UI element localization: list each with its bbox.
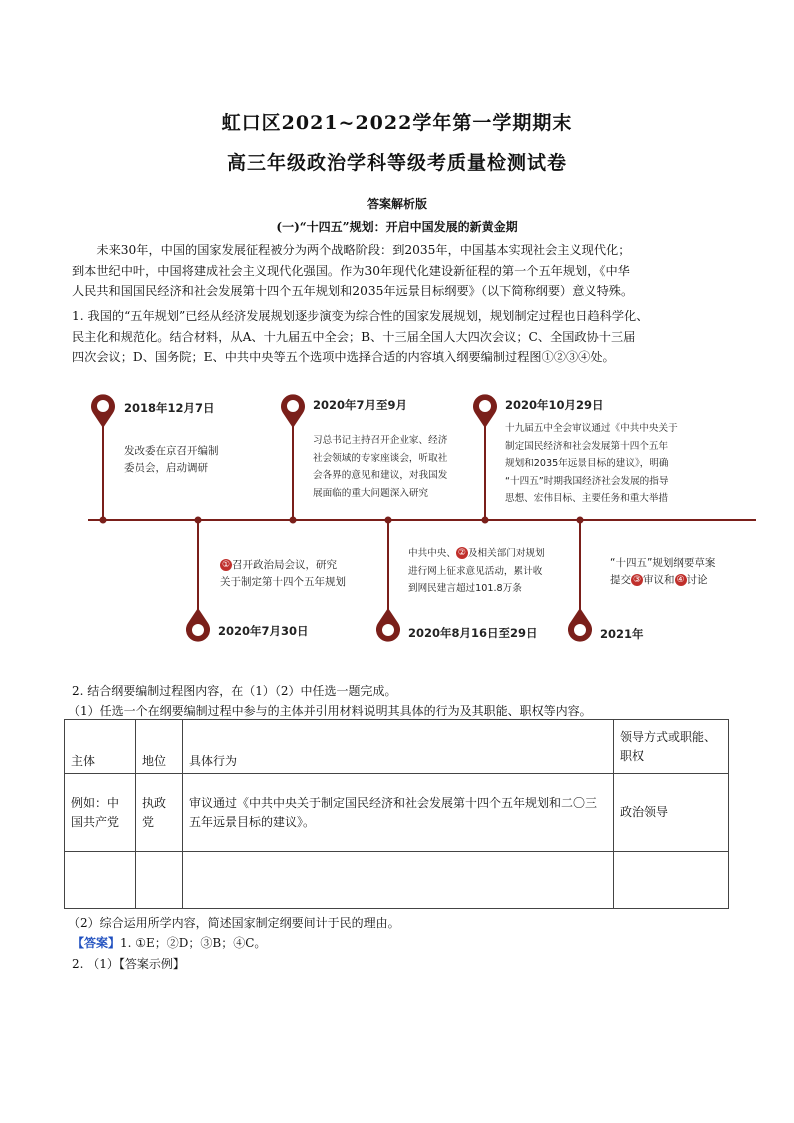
table-header-row	[65, 720, 729, 774]
intro-paragraph	[72, 240, 722, 302]
timeline-date: 2021年	[600, 627, 644, 641]
timeline-event-text	[313, 432, 447, 502]
section-title: (一)“十四五”规划：开启中国发展的新黄金期	[276, 220, 518, 234]
table-row-blank	[65, 852, 729, 909]
table-cell: 执政党	[136, 774, 183, 852]
timeline-date: 2020年7月至9月	[313, 398, 408, 412]
event-line: 制定国民经济和社会发展第十四个五年	[505, 440, 669, 452]
map-pin-icon	[568, 608, 592, 642]
blank-marker-2: ②	[457, 548, 466, 558]
exam-title-line2: 高三年级政治学科等级考质量检测试卷	[226, 152, 567, 174]
timeline-date: 2020年7月30日	[218, 624, 309, 638]
intro-line: 未来30年，中国的国家发展征程被分为两个战略阶段：到2035年，中国基本实现社会主义现代化；	[96, 243, 631, 257]
question-1	[72, 306, 722, 368]
table-header-cell: 领导方式或职能、职权	[614, 720, 729, 774]
map-pin-icon	[473, 394, 497, 428]
event-line: 召开政治局会议，研究	[232, 559, 337, 571]
event-line: 提交	[610, 574, 631, 586]
table-cell-blank[interactable]	[183, 852, 614, 909]
event-line: 中共中央、	[408, 548, 456, 559]
timeline-dot	[385, 517, 392, 524]
map-pin-icon	[186, 608, 210, 642]
table-header-cell: 具体行为	[183, 720, 614, 774]
table-cell-blank[interactable]	[65, 852, 136, 909]
table-cell: 政治领导	[614, 774, 729, 852]
intro-line: 到本世纪中叶，中国将建成社会主义现代化强国。作为30年现代化建设新征程的第一个五年规划，《中华	[72, 263, 630, 278]
table-cell: 审议通过《中共中央关于制定国民经济和社会发展第十四个五年规划和二〇三五年远景目标的建议》。	[183, 774, 614, 852]
timeline-dot	[577, 517, 584, 524]
table-header-cell: 主体	[65, 720, 136, 774]
table-header-cell: 地位	[136, 720, 183, 774]
timeline-dot	[482, 517, 489, 524]
event-line: “十四五”规划纲要草案	[610, 557, 716, 569]
event-line: 习总书记主持召开企业家、经济	[313, 435, 448, 446]
event-line: 规划和2035年远景目标的建议》，明确	[505, 458, 669, 469]
q1-line: 民主化和规范化。结合材料，从A、十九届五中全会；B、十三届全国人大四次会议；C、全国政协十三届	[72, 329, 636, 344]
event-line: 及相关部门对规划	[467, 548, 545, 559]
event-line: 到网民建言超过101.8万条	[408, 583, 522, 594]
timeline-dot	[195, 517, 202, 524]
timeline-event-text	[124, 443, 219, 477]
timeline-event-text	[610, 555, 715, 589]
event-line: 会各界的意见和建议，对我国发	[313, 470, 448, 481]
event-line: 发改委在京召开编制	[124, 445, 219, 457]
blank-marker-3: ③	[632, 575, 642, 585]
blank-marker-4: ④	[676, 575, 685, 585]
timeline-dot	[100, 517, 107, 524]
question-2-part2: （2）综合运用所学内容，简述国家制定纲要间计于民的理由。	[68, 916, 400, 930]
blank-marker-1: ①	[221, 560, 231, 570]
timeline-event-text	[408, 545, 545, 598]
table-cell: 例如：中国共产党	[65, 774, 136, 852]
map-pin-icon	[91, 394, 115, 428]
map-pin-icon	[281, 394, 305, 428]
exam-title-line1: 虹口区2021~2022学年第一学期期末	[221, 112, 573, 134]
map-pin-icon	[376, 608, 400, 642]
timeline-date: 2020年8月16日至29日	[408, 626, 538, 640]
timeline-date: 2020年10月29日	[505, 398, 604, 412]
event-line: 展面临的重大问题深入研究	[313, 487, 429, 499]
table-cell-blank[interactable]	[614, 852, 729, 909]
event-line: 讨论	[686, 574, 708, 586]
q1-line: 四次会议；D、国务院；E、中共中央等五个选项中选择合适的内容填入纲要编制过程图①②③④处。	[72, 350, 615, 364]
event-line: 审议和	[643, 574, 675, 586]
answer-text: 1. ①E；②D；③B；④C。	[120, 936, 267, 950]
event-line: “十四五”时期我国经济社会发展的指导	[505, 475, 669, 487]
timeline-date: 2018年12月7日	[124, 401, 215, 415]
event-line: 委员会，启动调研	[124, 462, 208, 474]
q1-line: 1. 我国的“五年规划”已经从经济发展规划逐步演变为综合性的国家发展规划，规划制定过程也日趋科学化、	[72, 309, 649, 323]
answer-line-2: 2. （1）【答案示例】	[72, 957, 185, 971]
timeline-event-text	[505, 420, 678, 508]
subtitle: 答案解析版	[366, 197, 427, 211]
answer-line	[72, 934, 266, 951]
event-line: 关于制定第十四个五年规划	[220, 576, 346, 588]
question-2-part1: （1）任选一个在纲要编制过程中参与的主体并引用材料说明其具体的行为及其职能、职权等内容。	[68, 704, 592, 718]
answer-tag: 【答案】	[72, 936, 121, 950]
timeline-event-text	[220, 557, 346, 591]
event-line: 社会领域的专家座谈会，听取社	[313, 452, 448, 464]
event-line: 进行网上征求意见活动，累计收	[408, 565, 543, 577]
intro-line: 人民共和国国民经济和社会发展第十四个五年规划和2035年远景目标纲要》（以下简称纲要）意义特殊。	[72, 284, 634, 298]
table-row	[65, 774, 729, 852]
event-line: 十九届五中全会审议通过《中共中央关于	[505, 423, 678, 434]
table-cell-blank[interactable]	[136, 852, 183, 909]
response-table	[64, 719, 729, 909]
event-line: 思想、宏伟目标、主要任务和重大举措	[505, 493, 669, 504]
question-2-intro: 2. 结合纲要编制过程图内容，在（1）（2）中任选一题完成。	[72, 684, 397, 698]
timeline-dot	[290, 517, 297, 524]
